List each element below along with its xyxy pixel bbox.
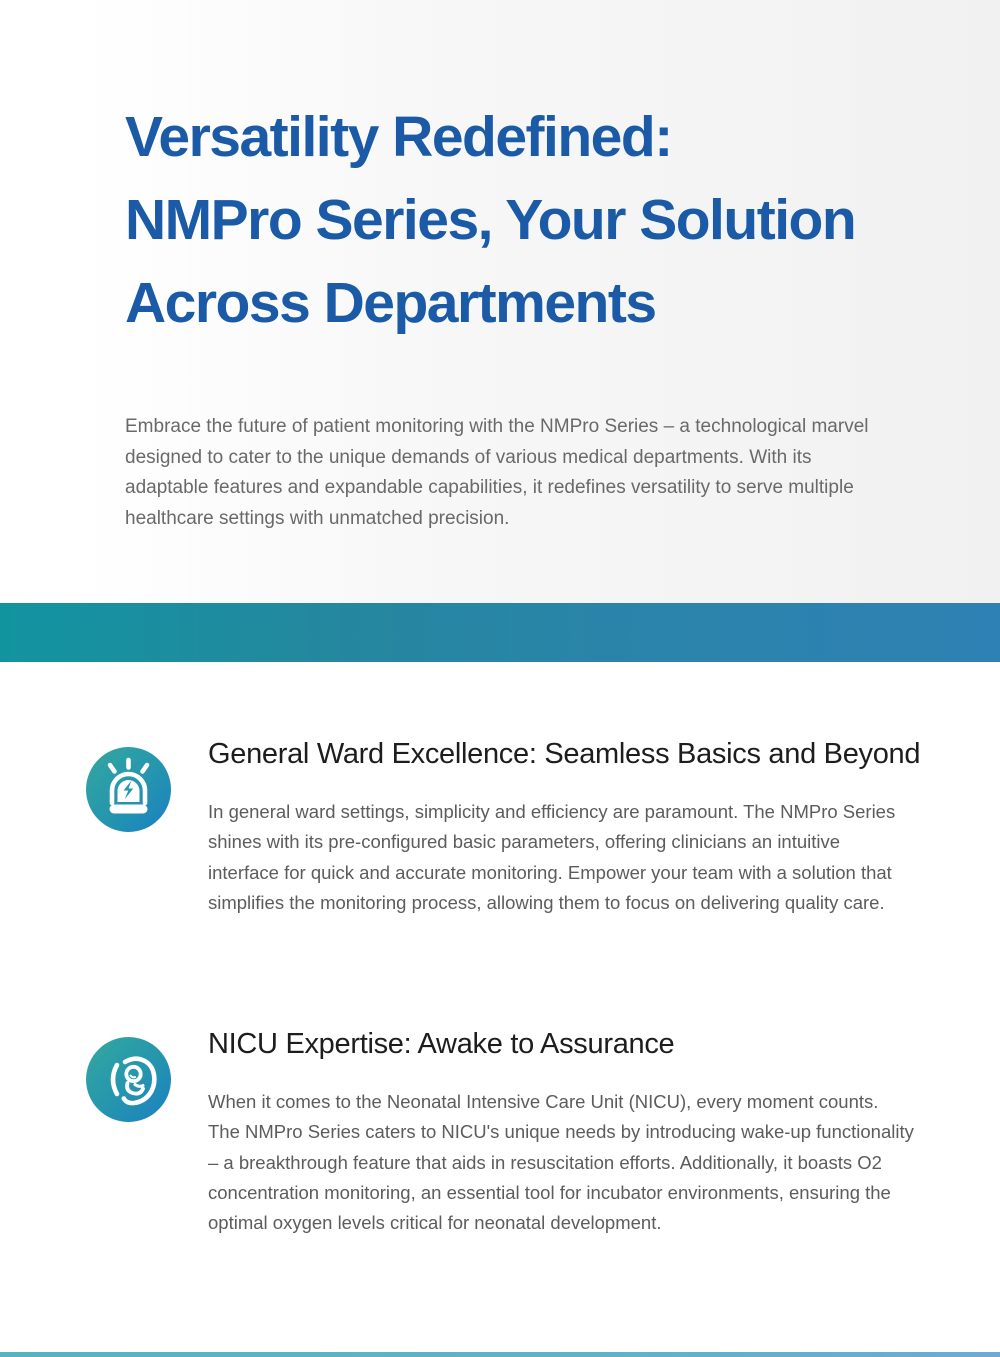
title-line-3: Across Departments — [125, 271, 656, 335]
title-line-1: Versatility Redefined: — [125, 105, 672, 169]
icon-badge-general-ward — [86, 747, 171, 832]
section-heading-general-ward: General Ward Excellence: Seamless Basics and Beyond — [208, 738, 921, 770]
page-title — [125, 96, 855, 345]
baby-in-womb-icon — [86, 1037, 171, 1122]
hero-section — [0, 0, 1000, 603]
alarm-siren-icon — [86, 747, 171, 832]
intro-paragraph: Embrace the future of patient monitoring with the NMPro Series – a technological marvel designed to cater to the unique demands of various medical departments. With its adaptable features and expandable capabilities, it redefines versatility to serve multiple healthcare settings with unmatched precision. — [125, 416, 869, 529]
gradient-divider-band — [0, 603, 1000, 662]
section-heading-nicu: NICU Expertise: Awake to Assurance — [208, 1028, 675, 1060]
icon-badge-nicu — [86, 1037, 171, 1122]
bottom-gradient-band — [0, 1352, 1000, 1357]
section-body-general-ward: In general ward settings, simplicity and efficiency are paramount. The NMPro Series shines with its pre-configured basic parameters, offering clinicians an intuitive interface for quick and accurate monitoring. Empower your team with a solution that simplifies the monitoring process, allowing them to focus on delivering quality care. — [208, 801, 896, 913]
section-body-nicu: When it comes to the Neonatal Intensive Care Unit (NICU), every moment counts. The NMPro Series caters to NICU's unique needs by introducing wake-up functionality – a breakthrough feature that aids in resuscitation efforts. Additionally, it boasts O2 concentration monitoring, an essential tool for incubator environments, ensuring the optimal oxygen levels critical for neonatal development. — [208, 1091, 914, 1234]
title-line-2: NMPro Series, Your Solution — [125, 188, 856, 252]
